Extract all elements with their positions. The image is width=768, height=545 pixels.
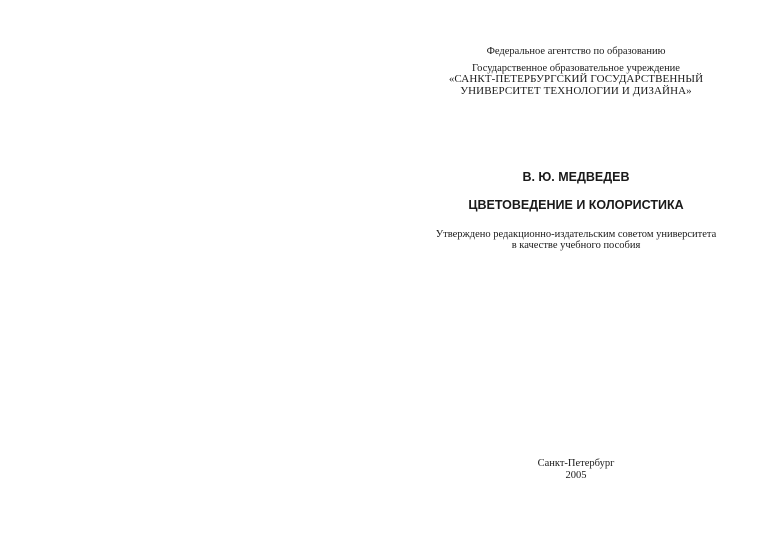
approval-note-line-2: в качестве учебного пособия — [511, 240, 641, 251]
book-title: ЦВЕТОВЕДЕНИЕ И КОЛОРИСТИКА — [468, 198, 684, 212]
institution-name-line-1: «САНКТ-ПЕТЕРБУРГСКИЙ ГОСУДАРСТВЕННЫЙ — [448, 73, 704, 85]
agency-name: Федеральное агентство по образованию — [486, 46, 666, 57]
title-page — [384, 0, 768, 545]
institution-name-line-2: УНИВЕРСИТЕТ ТЕХНОЛОГИИ И ДИЗАЙНА» — [460, 85, 692, 97]
approval-note-line-1: Утверждено редакционно-издательским советом университета — [435, 229, 717, 240]
author-name: В. Ю. МЕДВЕДЕВ — [522, 170, 630, 184]
publication-city: Санкт-Петербург — [537, 458, 615, 469]
institution-type: Государственное образовательное учреждение — [472, 63, 680, 74]
publication-year: 2005 — [565, 470, 587, 481]
